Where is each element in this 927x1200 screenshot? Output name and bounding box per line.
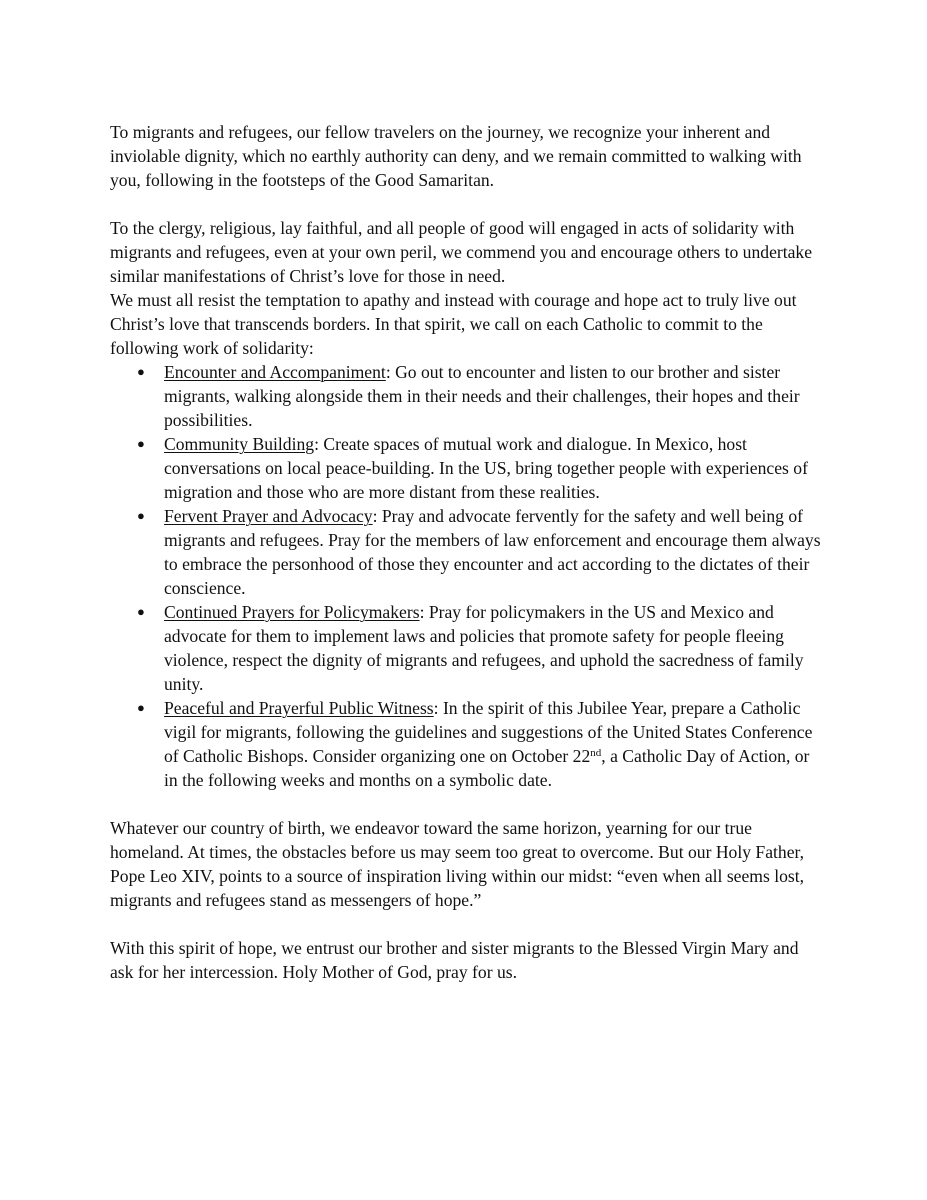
action-term: Fervent Prayer and Advocacy (164, 506, 373, 526)
action-term: Peaceful and Prayerful Public Witness (164, 698, 434, 718)
paragraph-resist: We must all resist the temptation to apathy and instead with courage and hope act to truly live out Christ’s love that transcends borders. In that spirit, we call on each Catholic to commit to the following work of solidarity: (110, 290, 797, 358)
action-text-continued: , a Catholic Day of Action, or in the following weeks and months on a symbolic date. (164, 746, 810, 790)
solidarity-actions-list (110, 360, 822, 792)
paragraph-closing: With this spirit of hope, we entrust our brother and sister migrants to the Blessed Virgin Mary and ask for her intercession. Holy Mother of God, pray for us. (110, 938, 799, 982)
paragraph-migrants: To migrants and refugees, our fellow travelers on the journey, we recognize your inherent and inviolable dignity, which no earthly authority can deny, and we remain committed to walking with you, following in the footsteps of the Good Samaritan. (110, 122, 802, 190)
paragraph-gap (110, 792, 822, 816)
bullet-icon: ● (137, 604, 145, 619)
action-text: : Go out to encounter and listen to our brother and sister migrants, walking alongside them in their needs and their challenges, their hopes and their possibilities. (164, 362, 800, 430)
action-term: Community Building (164, 434, 315, 454)
bullet-icon: ● (137, 436, 145, 451)
action-term: Continued Prayers for Policymakers (164, 602, 420, 622)
action-text: : Pray and advocate fervently for the safety and well being of migrants and refugees. Pray for the members of law enforcement and encourage them always to embrace the personhood of those they encounter and act according to the dictates of their conscience. (164, 506, 821, 598)
action-text: : Pray for policymakers in the US and Mexico and advocate for them to implement laws and policies that promote safety for people fleeing violence, respect the dignity of migrants and refugees, and uphold the sacredness of family unity. (164, 602, 804, 694)
list-item (110, 696, 822, 792)
list-item (110, 432, 822, 504)
list-item (110, 504, 822, 600)
bullet-icon: ● (137, 364, 145, 379)
document-body (110, 120, 822, 984)
paragraph-gap (110, 192, 822, 216)
paragraph-clergy: To the clergy, religious, lay faithful, and all people of good will engaged in acts of solidarity with migrants and refugees, even at your own peril, we commend you and encourage others to undertake similar manifestations of Christ’s love for those in need. (110, 218, 813, 286)
bullet-icon: ● (137, 700, 145, 715)
list-item (110, 360, 822, 432)
paragraph-gap (110, 912, 822, 936)
paragraph-horizon: Whatever our country of birth, we endeavor toward the same horizon, yearning for our true homeland. At times, the obstacles before us may seem too great to overcome. But our Holy Father, Pope Leo XIV, points to a source of inspiration living within our midst: “even when all seems lost, migrants and refugees stand as messengers of hope.” (110, 818, 805, 910)
action-text: : In the spirit of this Jubilee Year, prepare a Catholic vigil for migrants, following the guidelines and suggestions of the United States Conference of Catholic Bishops. Consider organizing one on October 22 (164, 698, 813, 766)
ordinal-suffix: nd (590, 747, 602, 759)
list-item (110, 600, 822, 696)
action-text: : Create spaces of mutual work and dialogue. In Mexico, host conversations on local peace-building. In the US, bring together people with experiences of migration and those who are more distant from these realities. (164, 434, 808, 502)
bullet-icon: ● (137, 508, 145, 523)
action-term: Encounter and Accompaniment (164, 362, 386, 382)
